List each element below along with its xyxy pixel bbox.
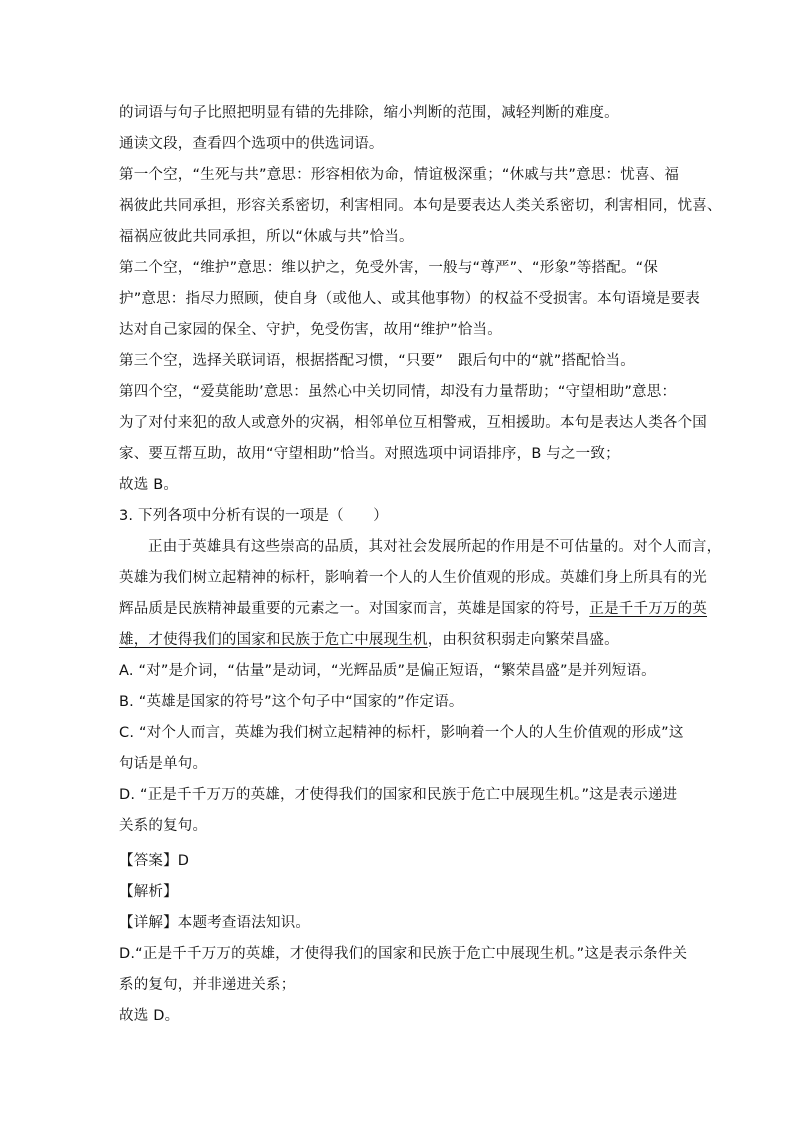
explanation-line-1: 的词语与句子比照把明显有错的先排除，缩小判断的范围，减轻判断的难度。 — [119, 105, 619, 121]
passage-line-4-text: ，由积贫积弱走向繁荣昌盛。 — [427, 632, 619, 648]
blank3-analysis-line: 第三个空，选择关联词语，根据搭配习惯，“只要” 跟后句中的“就”搭配恰当。 — [119, 353, 635, 369]
explanation-line-2: 通读文段，查看四个选项中的供选词语。 — [119, 136, 384, 152]
final-answer-line: 故选 D。 — [119, 1008, 180, 1024]
blank1-analysis-line-2: 祸彼此共同承担，形容关系密切，利害相同。本句是要表达人类关系密切，利害相同，忧喜、 — [119, 198, 722, 214]
passage-line-3 — [119, 599, 707, 619]
blank2-analysis-line-3: 达对自己家园的保全、守护，免受伤害，故用“维护”恰当。 — [119, 322, 502, 338]
blank4-analysis-line-2: 为了对付来犯的敌人或意外的灾祸，相邻单位互相警戒，互相援助。本句是表达人类各个国 — [119, 415, 707, 431]
blank2-analysis-line-1: 第二个空，“维护”意思：维以护之，免受外害，一般与“尊严”、“形象”等搭配。“保 — [119, 260, 659, 276]
passage-line-4 — [119, 630, 619, 650]
question-3-stem: 3. 下列各项中分析有误的一项是（ ） — [119, 508, 388, 524]
option-b: B. “英雄是国家的符号”这个句子中“国家的”作定语。 — [119, 694, 464, 710]
option-c-line-2: 句话是单句。 — [119, 756, 208, 772]
option-c-line-1: C. “对个人而言，英雄为我们树立起精神的标杆，影响着一个人的人生价值观的形成”这 — [119, 725, 684, 741]
blank4-analysis-line-3: 家、要互帮互助，故用“守望相助”恰当。对照选项中词语排序，B 与之一致； — [119, 446, 620, 462]
detail-option-d-line-2: 系的复句，并非递进关系； — [119, 977, 296, 993]
underlined-sentence-part-1: 正是千千万万的英 — [589, 601, 708, 617]
option-d-line-2: 关系的复句。 — [119, 818, 208, 834]
detail-option-d-line-1: D.“正是千千万万的英雄，才使得我们的国家和民族于危亡中展现生机。”这是表示条件关 — [119, 946, 688, 962]
blank4-analysis-line-1: 第四个空，“爱莫能助’意思：虽然心中关切同情，却没有力量帮助；“守望相助”意思： — [119, 384, 677, 400]
passage-line-3-text: 辉品质是民族精神最重要的元素之一。对国家而言，英雄是国家的符号， — [119, 601, 590, 617]
detail-line: 【详解】本题考查语法知识。 — [119, 915, 311, 931]
option-a: A. “对”是介词，“估量”是动词，“光辉品质”是偏正短语，“繁荣昌盛”是并列短语。 — [119, 663, 656, 679]
blank2-analysis-line-2: 护”意思：指尽力照顾，使自身（或他人、或其他事物）的权益不受损害。本句语境是要表 — [119, 291, 701, 307]
answer-line: 【答案】D — [119, 853, 190, 869]
passage-line-1: 正由于英雄具有这些崇高的品质，其对社会发展所起的作用是不可估量的。对个人而言， — [148, 539, 722, 555]
passage-line-2: 英雄为我们树立起精神的标杆，影响着一个人的人生价值观的形成。英雄们身上所具有的光 — [119, 570, 707, 586]
blank1-analysis-line-1: 第一个空，“生死与共”意思：形容相依为命，情谊极深重；“休戚与共”意思：忧喜、福 — [119, 167, 680, 183]
option-d-line-1: D. “正是千千万万的英雄，才使得我们的国家和民族于危亡中展现生机。”这是表示递进 — [119, 787, 678, 803]
conclusion-line: 故选 B。 — [119, 477, 179, 493]
analysis-heading: 【解析】 — [119, 884, 178, 900]
blank1-analysis-line-3: 福祸应彼此共同承担，所以“休戚与共”恰当。 — [119, 229, 414, 245]
underlined-sentence-part-2: 雄，才使得我们的国家和民族于危亡中展现生机 — [119, 632, 428, 648]
